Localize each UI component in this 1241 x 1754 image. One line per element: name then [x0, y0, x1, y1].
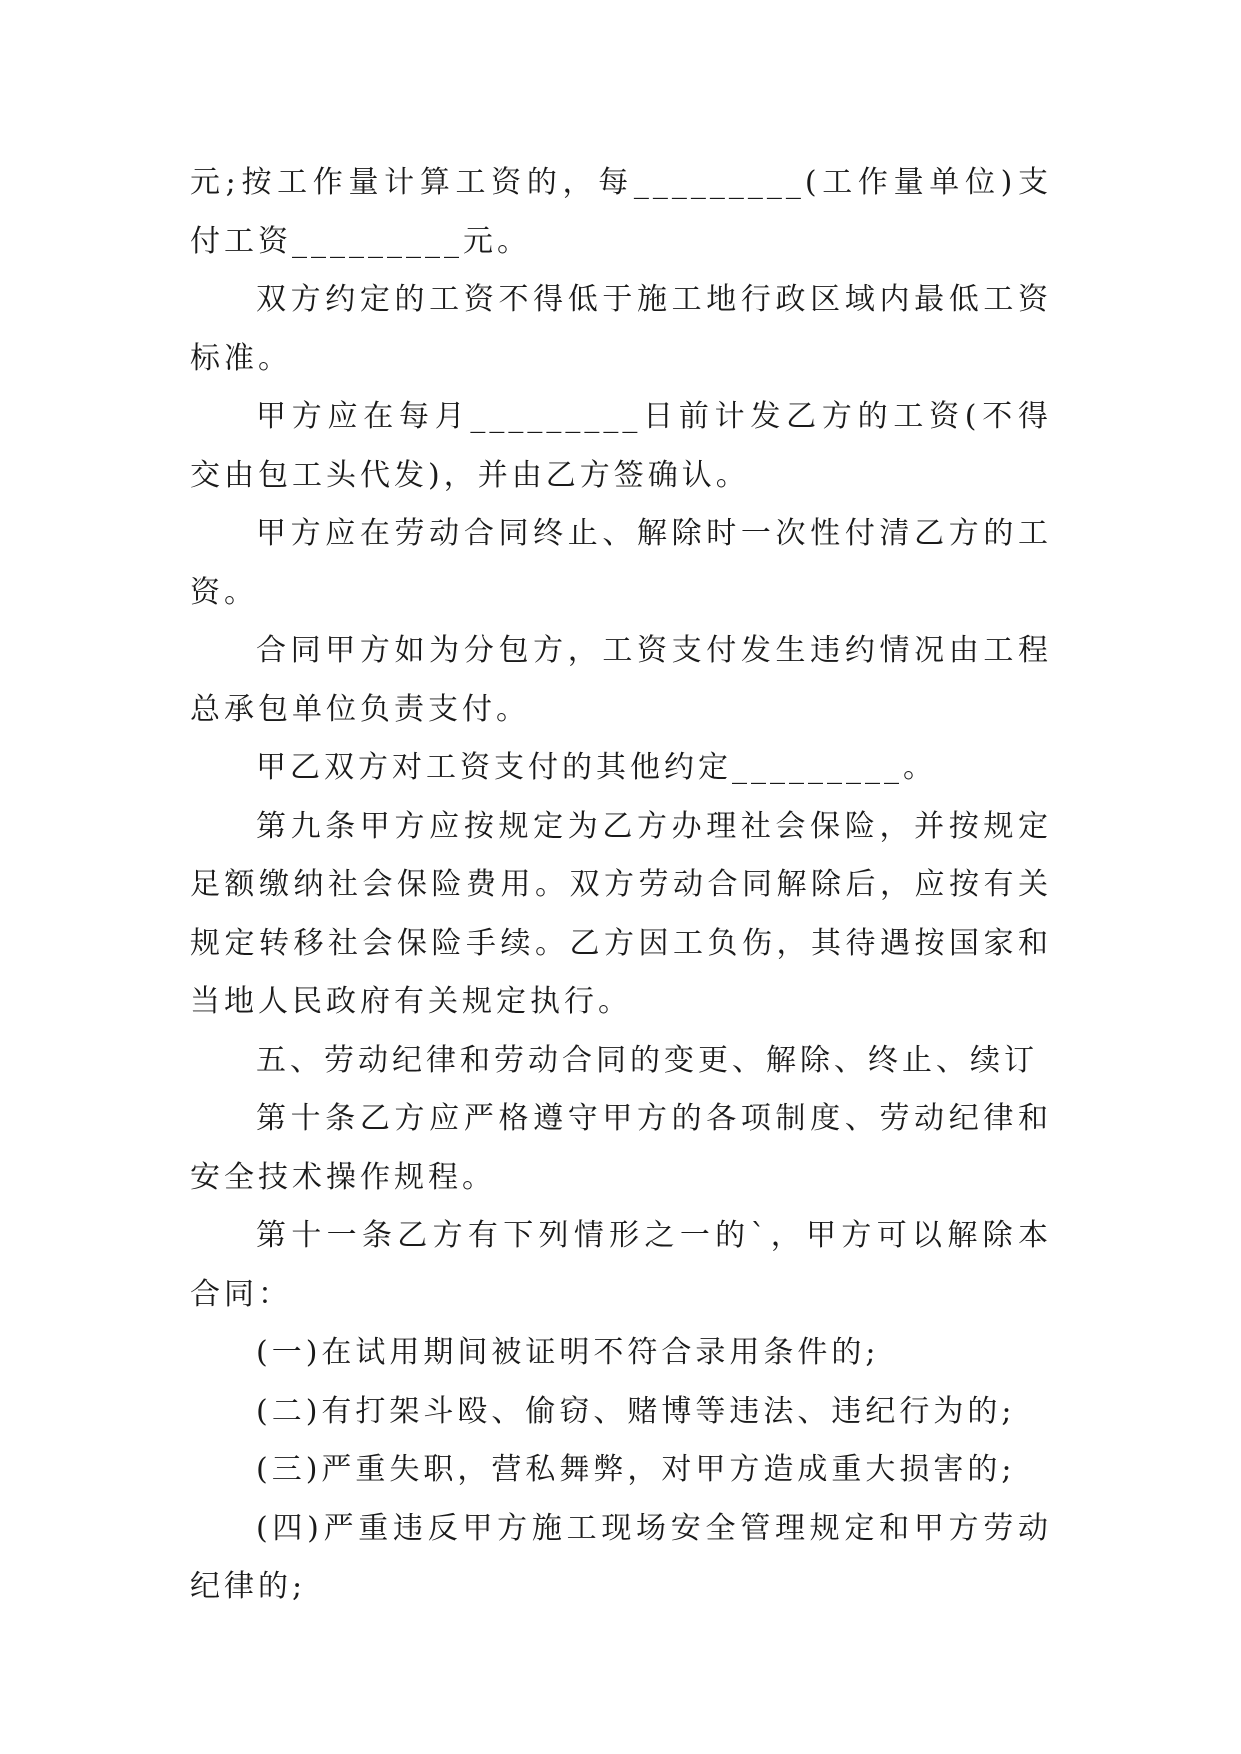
paragraph-article-10: 第十条乙方应严格遵守甲方的各项制度、劳动纪律和安全技术操作规程。: [190, 1101, 1052, 1195]
paragraph-article-9: 第九条甲方应按规定为乙方办理社会保险，并按规定足额缴纳社会保险费用。双方劳动合同解除后，应按有关规定转移社会保险手续。乙方因工负伤，其待遇按国家和当地人民政府有关规定执行。: [190, 808, 1052, 1019]
paragraph-article-11: 第十一条乙方有下列情形之一的`，甲方可以解除本合同：: [190, 1218, 1052, 1312]
list-item-2: (二)有打架斗殴、偷窃、赌博等违法、违纪行为的;: [256, 1393, 1016, 1429]
paragraph-other-agreement: 甲乙双方对工资支付的其他约定_________。: [256, 750, 937, 785]
list-item-1: (一)在试用期间被证明不符合录用条件的;: [256, 1335, 880, 1370]
paragraph-minimum-wage: 双方约定的工资不得低于施工地行政区域内最低工资标准。: [190, 282, 1052, 376]
paragraph-subcontractor: 合同甲方如为分包方，工资支付发生违约情况由工程总承包单位负责支付。: [190, 633, 1052, 727]
paragraph-wage-piecework: 元;按工作量计算工资的，每_________(工作量单位)支付工资_________元。: [190, 165, 1052, 259]
paragraph-final-payment: 甲方应在劳动合同终止、解除时一次性付清乙方的工资。: [190, 516, 1052, 610]
section-heading-5: 五、劳动纪律和劳动合同的变更、解除、终止、续订: [256, 1042, 1038, 1078]
list-item-3: (三)严重失职，营私舞弊，对甲方造成重大损害的;: [256, 1452, 1016, 1487]
list-item-4: (四)严重违反甲方施工现场安全管理规定和甲方劳动纪律的;: [190, 1510, 1052, 1604]
paragraph-payday: 甲方应在每月_________日前计发乙方的工资(不得交由包工头代发)，并由乙方签确认。: [190, 399, 1052, 493]
document-body: [190, 154, 1052, 1617]
